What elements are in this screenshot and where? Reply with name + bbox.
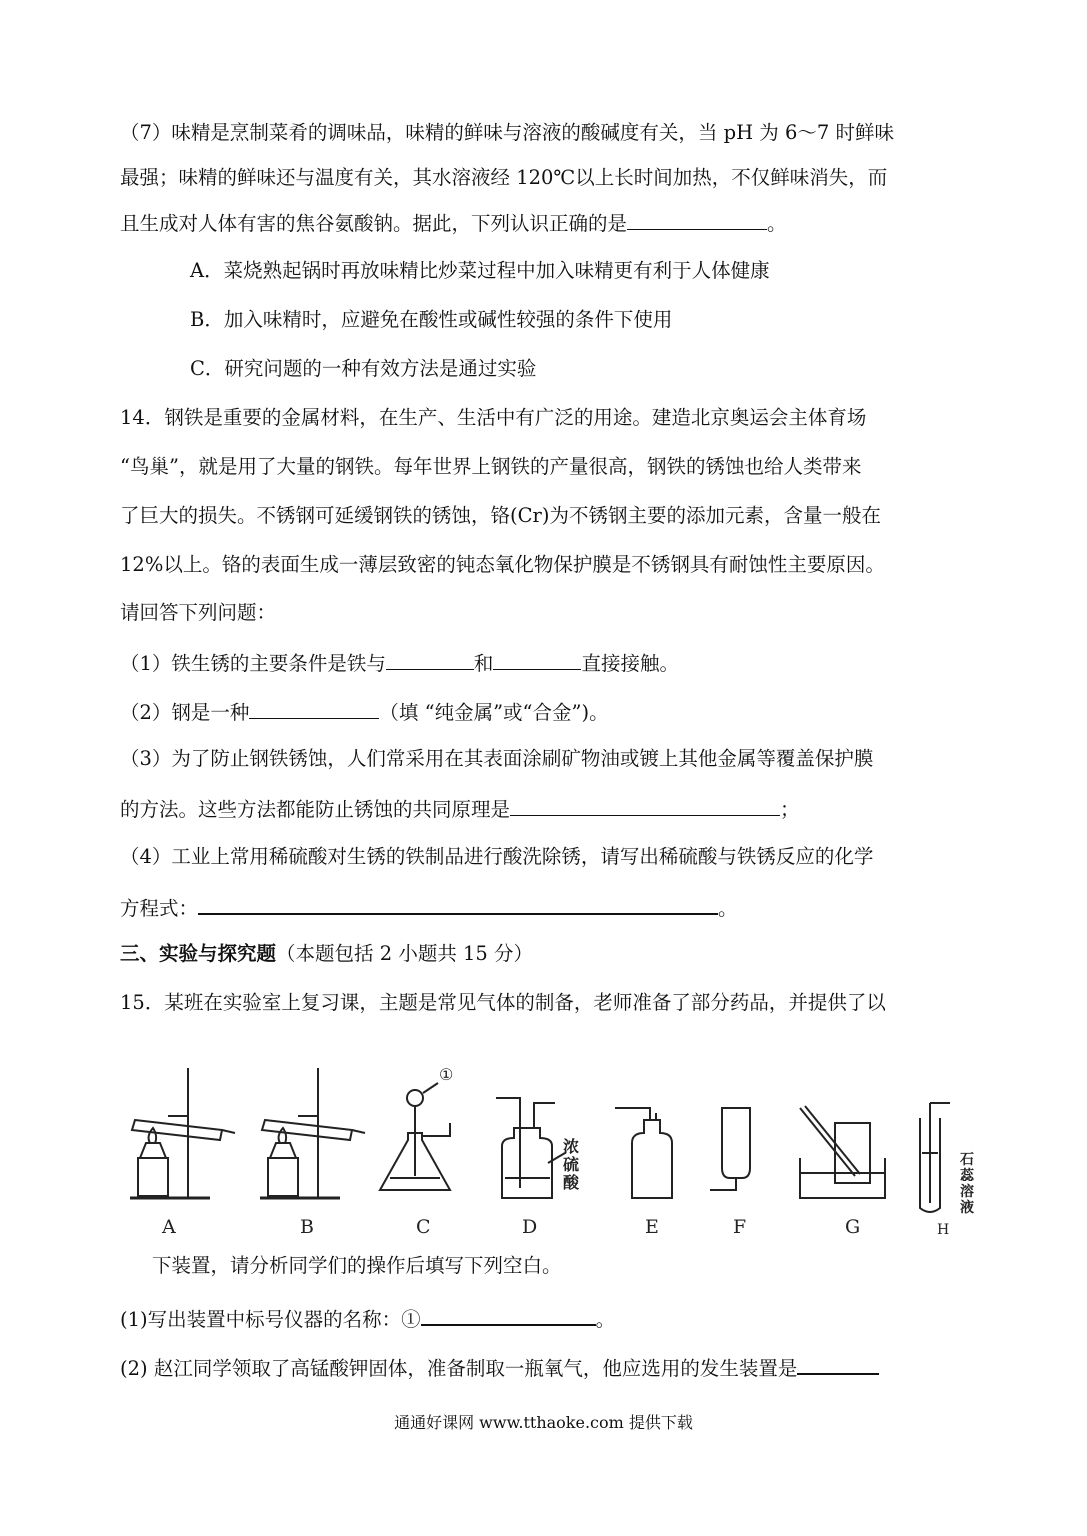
section3-heading (120, 941, 533, 967)
q13-7-line3-end: 。 (767, 212, 787, 235)
answer-blank-q14-2[interactable] (249, 698, 379, 719)
q14-line2: “鸟巢”，就是用了大量的钢铁。每年世界上钢铁的产量很高，钢铁的锈蚀也给人类带来 (120, 455, 862, 478)
q14-part2-text: （2）钢是一种 (120, 701, 250, 724)
apparatus-a (130, 1068, 235, 1198)
answer-blank-q15-2[interactable] (797, 1353, 879, 1375)
answer-blank-q14-1b[interactable] (493, 649, 581, 670)
q15-part1-text: (1)写出装置中标号仪器的名称：① (120, 1308, 421, 1331)
q14-part3-end: ； (780, 798, 800, 821)
q14-part4-end: 。 (718, 897, 738, 920)
q13-7-option-c: C．研究问题的一种有效方法是通过实验 (190, 357, 537, 380)
d-side-label: 浓硫酸 (563, 1137, 580, 1192)
label-a: A (162, 1216, 176, 1238)
section3-note: （本题包括 2 小题共 15 分） (276, 942, 534, 965)
q14-part2 (120, 698, 609, 726)
answer-blank-q13-7[interactable] (627, 209, 767, 230)
q14-part1-and: 和 (473, 652, 494, 675)
label-c: C (416, 1216, 431, 1238)
apparatus-b (260, 1068, 365, 1198)
answer-blank-q14-3[interactable] (510, 795, 780, 816)
q14-line3: 了巨大的损失。不锈钢可延缓钢铁的锈蚀，铬(Cr)为不锈钢主要的添加元素，含量一般在 (120, 504, 881, 527)
page-footer: 通通好课网 www.tthaoke.com 提供下载 (394, 1413, 693, 1432)
apparatus-c (380, 1083, 450, 1190)
answer-blank-q14-1a[interactable] (386, 649, 474, 670)
apparatus-figure (110, 1058, 990, 1218)
q14-line1: 14．钢铁是重要的金属材料，在生产、生活中有广泛的用途。建造北京奥运会主体育场 (120, 406, 867, 429)
q15-part2 (120, 1353, 879, 1382)
q15-line1: 15．某班在实验室上复习课，主题是常见气体的制备，老师准备了部分药品，并提供了以 (120, 991, 886, 1014)
q14-part4-line1: （4）工业上常用稀硫酸对生锈的铁制品进行酸洗除锈，请写出稀硫酸与铁锈反应的化学 (120, 845, 874, 868)
q15-part2-text: (2) 赵江同学领取了高锰酸钾固体，准备制取一瓶氧气，他应选用的发生装置是 (120, 1357, 798, 1380)
q14-part3-line2 (120, 795, 800, 823)
instrument-marker: ① (439, 1065, 454, 1084)
q14-part1 (120, 649, 679, 677)
q13-7-line3 (120, 209, 787, 237)
answer-blank-q15-1[interactable] (421, 1304, 596, 1326)
apparatus-h (920, 1103, 950, 1212)
label-f: F (733, 1216, 747, 1238)
q13-7-option-a: A．菜烧熟起锅时再放味精比炒菜过程中加入味精更有利于人体健康 (190, 259, 770, 282)
answer-blank-q14-4[interactable] (198, 893, 718, 915)
apparatus-f (710, 1108, 750, 1190)
section3-title: 三、实验与探究题 (120, 942, 277, 965)
q14-part1-text: （1）铁生锈的主要条件是铁与 (120, 652, 386, 675)
apparatus-g (800, 1106, 885, 1198)
q13-7-line1: （7）味精是烹制菜肴的调味品，味精的鲜味与溶液的酸碱度有关，当 pH 为 6～7 时鲜味 (120, 121, 895, 144)
q13-7-line2: 最强；味精的鲜味还与温度有关，其水溶液经 120℃以上长时间加热，不仅鲜味消失，而 (120, 166, 888, 189)
q14-part3-line1: （3）为了防止钢铁锈蚀，人们常采用在其表面涂刷矿物油或镀上其他金属等覆盖保护膜 (120, 747, 874, 770)
label-d: D (522, 1216, 538, 1238)
q14-part2-end: （填 “纯金属”或“合金”)。 (379, 701, 609, 724)
q13-7-option-b: B．加入味精时，应避免在酸性或碱性较强的条件下使用 (190, 308, 673, 331)
apparatus-e (615, 1108, 672, 1198)
apparatus-d (496, 1098, 565, 1198)
label-h: H (937, 1222, 950, 1238)
q15-part1 (120, 1304, 615, 1333)
q14-part1-end: 直接接触。 (581, 652, 679, 675)
h-side-label: 石蕊溶液 (960, 1152, 974, 1216)
label-g: G (845, 1216, 861, 1238)
q14-line4: 12%以上。铬的表面生成一薄层致密的钝态氧化物保护膜是不锈钢具有耐蚀性主要原因。 (120, 553, 885, 576)
q14-line5: 请回答下列问题： (120, 601, 277, 624)
q14-part3-text: 的方法。这些方法都能防止锈蚀的共同原理是 (120, 798, 511, 821)
q15-line2: 下装置，请分析同学们的操作后填写下列空白。 (152, 1254, 562, 1277)
q14-part4-text: 方程式： (120, 897, 199, 920)
label-b: B (300, 1216, 314, 1238)
q14-part4-line2 (120, 893, 738, 922)
q13-7-line3-text: 且生成对人体有害的焦谷氨酸钠。据此，下列认识正确的是 (120, 212, 628, 235)
q15-part1-end: 。 (595, 1308, 616, 1331)
label-e: E (645, 1216, 659, 1238)
